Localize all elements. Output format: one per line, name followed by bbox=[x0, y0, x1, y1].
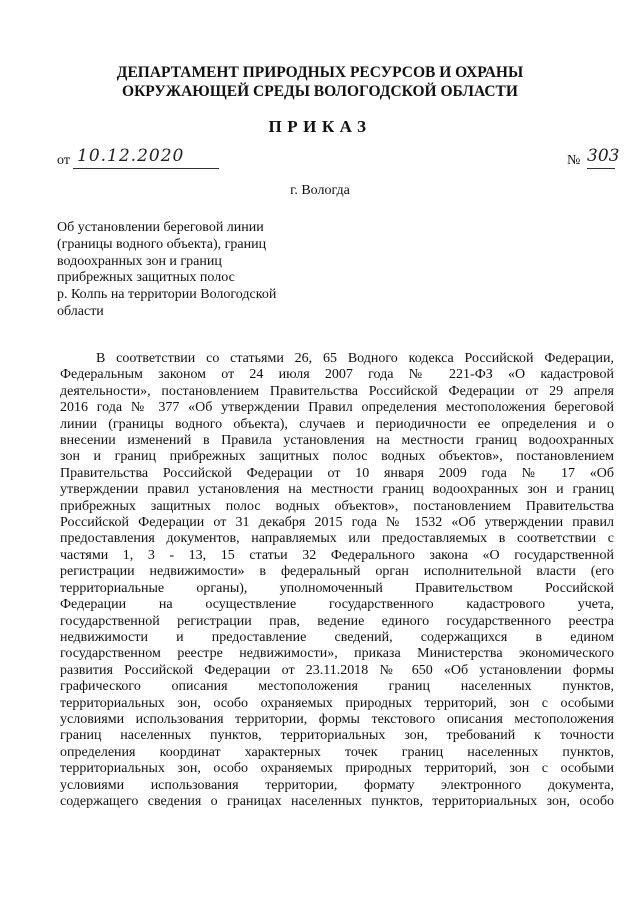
number-value: 303 bbox=[587, 146, 615, 169]
body-line: регистрации недвижимости» в федеральный орган исполнительной власти (его bbox=[60, 564, 614, 580]
subject-line: водоохранных зон и границ bbox=[57, 253, 222, 269]
department-header-line-2: ОКРУЖАЮЩЕЙ СРЕДЫ ВОЛОГОДСКОЙ ОБЛАСТИ bbox=[122, 83, 518, 100]
body-line: границ населенных пунктов, территориальных зон, требований к точности bbox=[60, 728, 614, 744]
subject-line: р. Колпь на территории Вологодской bbox=[57, 287, 277, 303]
date-number-row bbox=[57, 146, 620, 170]
body-line: Российской Федерации от 31 декабря 2015 года № 1532 «Об утверждении правил bbox=[60, 515, 614, 531]
body-line: условиями использования территории, формы текстового описания местоположения bbox=[60, 711, 614, 727]
department-header-line-1: ДЕПАРТАМЕНТ ПРИРОДНЫХ РЕСУРСОВ И ОХРАНЫ bbox=[116, 64, 524, 81]
body-line: В соответствии со статьями 26, 65 Водного кодекса Российской Федерации, bbox=[96, 351, 614, 366]
body-line: Правительства Российской Федерации от 10 января 2009 года № 17 «Об bbox=[60, 465, 614, 481]
department-header bbox=[40, 63, 600, 101]
body-paragraph bbox=[60, 351, 614, 810]
subject-line: области bbox=[57, 303, 104, 319]
body-line: условиями использования территории, формату электронного документа, bbox=[60, 777, 614, 793]
body-line: 2016 года № 377 «Об утверждении Правил определения местоположения береговой bbox=[60, 400, 614, 416]
body-line: государственном реестре недвижимости», приказа Министерства экономического bbox=[60, 646, 614, 662]
city: г. Вологда bbox=[290, 183, 350, 198]
subject-line: Об установлении береговой линии bbox=[57, 220, 264, 235]
date-value: 10.12.2020 bbox=[73, 146, 219, 169]
body-line: Федеральным законом от 24 июля 2007 года № 221-ФЗ «О кадастровой bbox=[60, 367, 614, 383]
subject-line: (границы водного объекта), границ bbox=[57, 236, 267, 252]
body-line: государственной регистрации прав, ведение единого государственного реестра bbox=[60, 613, 614, 629]
body-line: утверждении правил установления на местности границ водоохранных зон и границ bbox=[60, 482, 614, 498]
body-line: частями 1, 3 - 13, 15 статьи 32 Федерального закона «О государственной bbox=[60, 547, 614, 563]
body-line: недвижимости и предоставление сведений, содержащихся в едином bbox=[60, 629, 614, 645]
body-line: содержащего сведения о границах населенных пунктов, территориальных зон, особо bbox=[60, 793, 614, 809]
body-line: линии (границы водного объекта), случаев и периодичности ее определения и о bbox=[60, 416, 614, 432]
body-line: прибрежных защитных полос водных объектов», постановлением Правительства bbox=[60, 498, 614, 514]
body-line: зон и границ прибрежных защитных полос водных объектов», постановлением bbox=[60, 449, 614, 465]
body-line: определения координат характерных точек границ населенных пунктов, bbox=[60, 744, 614, 760]
body-line: развития Российской Федерации от 23.11.2018 № 650 «Об установлении формы bbox=[60, 662, 614, 678]
number-label: № bbox=[567, 153, 581, 168]
subject-line: прибрежных защитных полос bbox=[57, 270, 235, 286]
body-line: территориальных зон, особо охраняемых природных территорий, зон с особыми bbox=[60, 761, 614, 777]
body-line: внесении изменений в Правила установления на местности границ водоохранных bbox=[60, 433, 614, 449]
body-line: деятельности», постановлением Правительства Российской Федерации от 29 апреля bbox=[60, 383, 614, 399]
body-line: территориальные органы), уполномоченный Правительством Российской bbox=[60, 580, 614, 596]
body-line: территориальных зон, особо охраняемых природных территорий, зон с особыми bbox=[60, 695, 614, 711]
document-title: ПРИКАЗ bbox=[268, 117, 372, 136]
date-label: от bbox=[57, 153, 70, 168]
order-subject bbox=[57, 220, 317, 321]
body-line: Федерации на осуществление государственного кадастрового учета, bbox=[60, 597, 614, 613]
body-line: графического описания местоположения границ населенных пунктов, bbox=[60, 679, 614, 695]
body-line: предоставления документов, направляемых или предоставляемых в соответствии с bbox=[60, 531, 614, 547]
